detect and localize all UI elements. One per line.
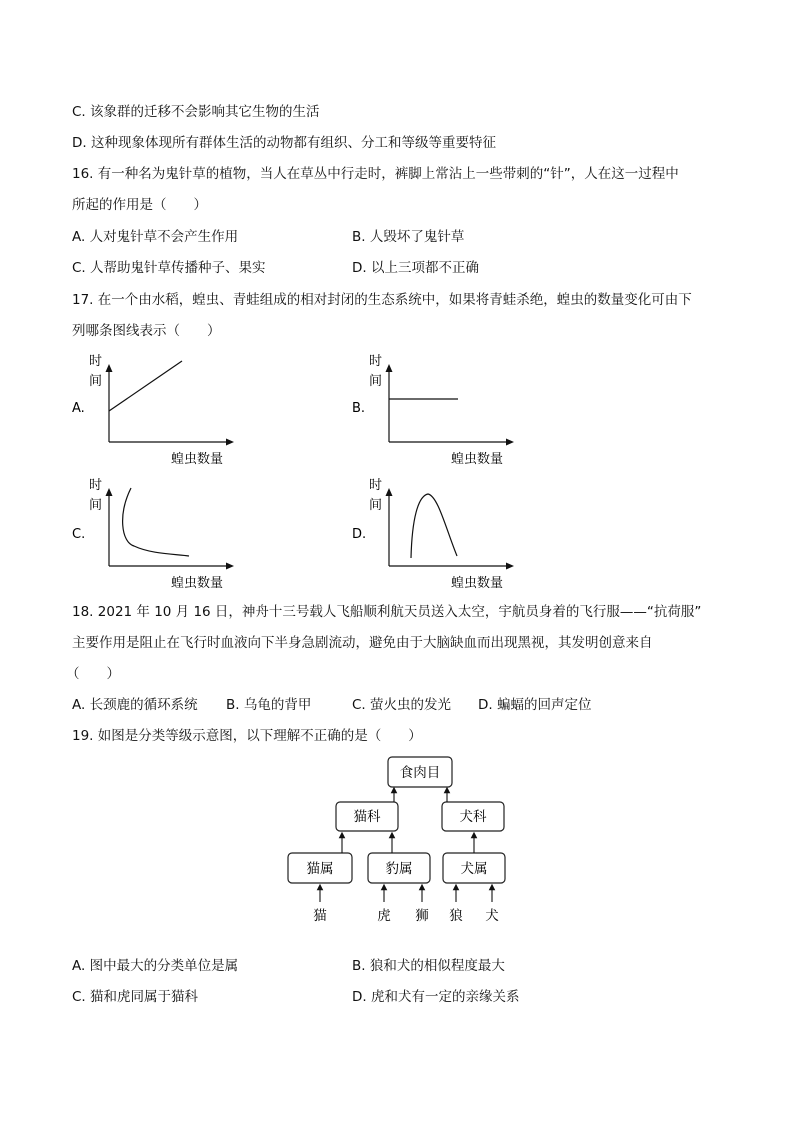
species-tiger: 虎 — [377, 908, 391, 924]
species-lion: 狮 — [415, 908, 429, 924]
species-cat: 猫 — [313, 908, 327, 924]
graph-d-x-label: 蝗虫数量 — [451, 576, 504, 591]
graph-d-option-label: D. — [352, 527, 367, 542]
graph-b-y-arrow — [386, 364, 393, 372]
genus-leopard-label: 豹属 — [385, 861, 413, 877]
graph-a-x-label: 蝗虫数量 — [171, 452, 224, 467]
graph-b-y-label-2: 间 — [369, 374, 383, 389]
q18-option-a: A. 长颈鹿的循环系统 — [72, 697, 198, 713]
q15-option-d: D. 这种现象体现所有群体生活的动物都有组织、分工和等级等重要特征 — [72, 135, 496, 151]
graph-c-curve — [123, 488, 189, 556]
q18-stem-line-2: 主要作用是阻止在飞行时血液向下半身急剧流动，避免由于大脑缺血而出现黑视，其发明创意来自 — [72, 635, 653, 651]
graph-d-y-label-2: 间 — [369, 498, 383, 513]
q16-option-d: D. 以上三项都不正确 — [352, 260, 479, 276]
q17-graph-b — [346, 350, 526, 472]
graph-a-curve — [109, 361, 182, 411]
graph-d-curve — [411, 494, 457, 558]
genus-cat-label: 猫属 — [306, 861, 334, 877]
graph-b-x-label: 蝗虫数量 — [451, 452, 504, 467]
q17-stem-line-2: 列哪条图线表示（ ） — [72, 323, 221, 339]
graph-b-x-arrow — [506, 439, 514, 446]
graph-a-y-label-1: 时 — [89, 354, 103, 369]
q19-stem: 19. 如图是分类等级示意图，以下理解不正确的是（ ） — [72, 728, 422, 744]
graph-c-x-label: 蝗虫数量 — [171, 576, 224, 591]
graph-c-y-label-2: 间 — [89, 498, 103, 513]
species-dog: 犬 — [485, 908, 499, 924]
q15-option-c: C. 该象群的迁移不会影响其它生物的生活 — [72, 104, 320, 120]
q16-stem-line-1: 16. 有一种名为鬼针草的植物，当人在草丛中行走时，裤脚上常沾上一些带刺的“针”，人在这一过程中 — [72, 166, 679, 182]
q17-graph-c — [66, 474, 246, 596]
graph-c-option-label: C. — [72, 527, 86, 542]
q19-option-c: C. 猫和虎同属于猫科 — [72, 989, 199, 1005]
q18-stem-line-1: 18. 2021 年 10 月 16 日，神舟十三号载人飞船顺利航天员送入太空，宇航员身着的飞行服——“抗荷服” — [72, 604, 702, 620]
q16-option-c: C. 人帮助鬼针草传播种子、果实 — [72, 260, 266, 276]
q16-option-b: B. 人毁坏了鬼针草 — [352, 229, 465, 245]
graph-a-y-arrow — [106, 364, 113, 372]
graph-c-y-arrow — [106, 488, 113, 496]
q18-stem-line-3: （ ） — [66, 666, 120, 682]
q18-option-d: D. 蝙蝠的回声定位 — [478, 697, 592, 713]
classification-diagram — [280, 752, 520, 932]
order-label: 食肉目 — [399, 765, 441, 781]
graph-c-y-label-1: 时 — [89, 478, 103, 493]
family-dog-label: 犬科 — [459, 809, 487, 825]
species-wolf: 狼 — [449, 908, 463, 924]
graph-b-y-label-1: 时 — [369, 354, 383, 369]
graph-b-option-label: B. — [352, 401, 366, 416]
graph-d-x-arrow — [506, 563, 514, 570]
graph-c-x-arrow — [226, 563, 234, 570]
q19-option-a: A. 图中最大的分类单位是属 — [72, 958, 239, 974]
graph-a-x-arrow — [226, 439, 234, 446]
q19-option-b: B. 狼和犬的相似程度最大 — [352, 958, 505, 974]
q17-graph-a — [66, 350, 246, 472]
q17-graph-d — [346, 474, 526, 596]
graph-d-y-label-1: 时 — [369, 478, 383, 493]
q17-stem-line-1: 17. 在一个由水稻，蝗虫、青蛙组成的相对封闭的生态系统中，如果将青蛙杀绝，蝗虫的数量变化可由下 — [72, 292, 692, 308]
graph-a-y-label-2: 间 — [89, 374, 103, 389]
genus-dog-label: 犬属 — [460, 861, 488, 877]
graph-a-option-label: A. — [72, 401, 85, 416]
graph-d-y-arrow — [386, 488, 393, 496]
q19-option-d: D. 虎和犬有一定的亲缘关系 — [352, 989, 520, 1005]
q18-option-c: C. 萤火虫的发光 — [352, 697, 452, 713]
family-cat-label: 猫科 — [353, 809, 381, 825]
q16-option-a: A. 人对鬼针草不会产生作用 — [72, 229, 239, 245]
q16-stem-line-2: 所起的作用是（ ） — [72, 197, 207, 213]
q18-option-b: B. 乌龟的背甲 — [226, 697, 312, 713]
